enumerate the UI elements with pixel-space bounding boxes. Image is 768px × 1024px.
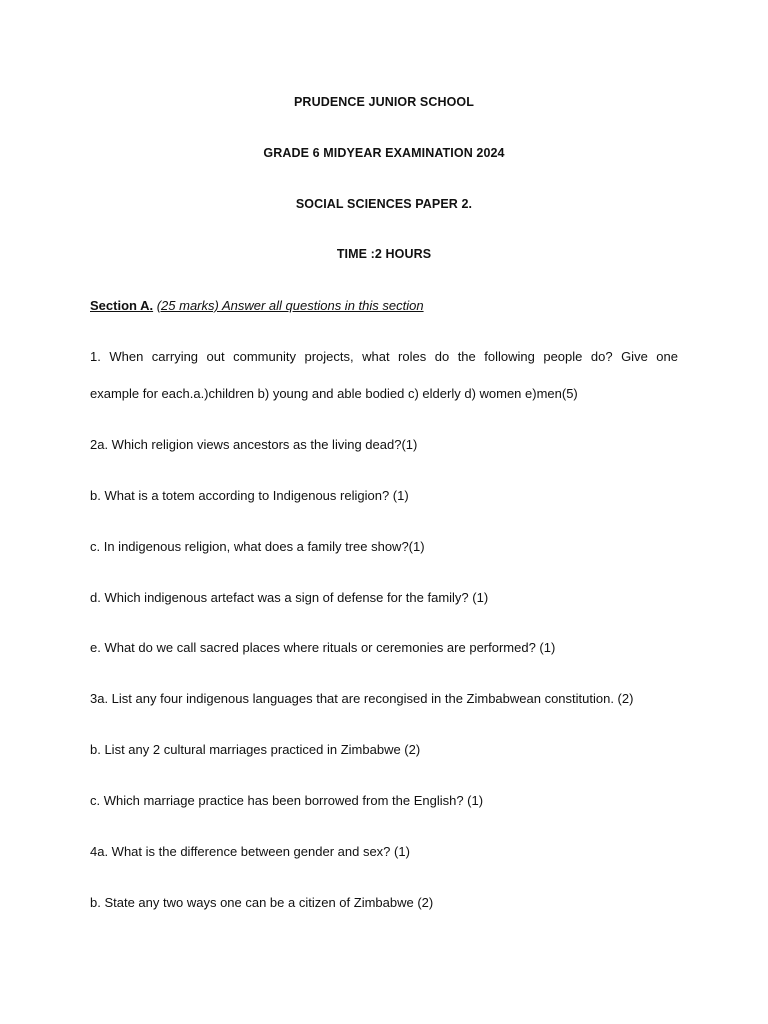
section-instructions: (25 marks) Answer all questions in this section	[156, 298, 424, 313]
question-3c: c. Which marriage practice has been borrowed from the English? (1)	[90, 793, 484, 808]
paper-title: SOCIAL SCIENCES PAPER 2.	[295, 197, 473, 211]
question-1-line-1: 1. When carrying out community projects, what roles do the following people do? Give one	[90, 349, 678, 364]
question-2e: e. What do we call sacred places where rituals or ceremonies are performed? (1)	[90, 640, 556, 655]
question-3a: 3a. List any four indigenous languages that are recongised in the Zimbabwean constitution. (2)	[90, 691, 634, 706]
question-4b: b. State any two ways one can be a citizen of Zimbabwe (2)	[90, 895, 434, 910]
question-2a: 2a. Which religion views ancestors as the living dead?(1)	[90, 437, 418, 452]
question-2b: b. What is a totem according to Indigenous religion? (1)	[90, 488, 409, 503]
section-heading	[90, 298, 678, 313]
question-4a: 4a. What is the difference between gender and sex? (1)	[90, 844, 410, 859]
time-allowed: TIME :2 HOURS	[336, 247, 432, 261]
question-2d: d. Which indigenous artefact was a sign of defense for the family? (1)	[90, 590, 489, 605]
question-3b: b. List any 2 cultural marriages practiced in Zimbabwe (2)	[90, 742, 421, 757]
school-name: PRUDENCE JUNIOR SCHOOL	[294, 95, 474, 109]
exam-title: GRADE 6 MIDYEAR EXAMINATION 2024	[263, 146, 505, 160]
question-2c: c. In indigenous religion, what does a family tree show?(1)	[90, 539, 425, 554]
question-1-line-2: example for each.a.)children b) young and able bodied c) elderly d) women e)men(5)	[90, 386, 578, 401]
section-title: Section A.	[90, 298, 154, 313]
